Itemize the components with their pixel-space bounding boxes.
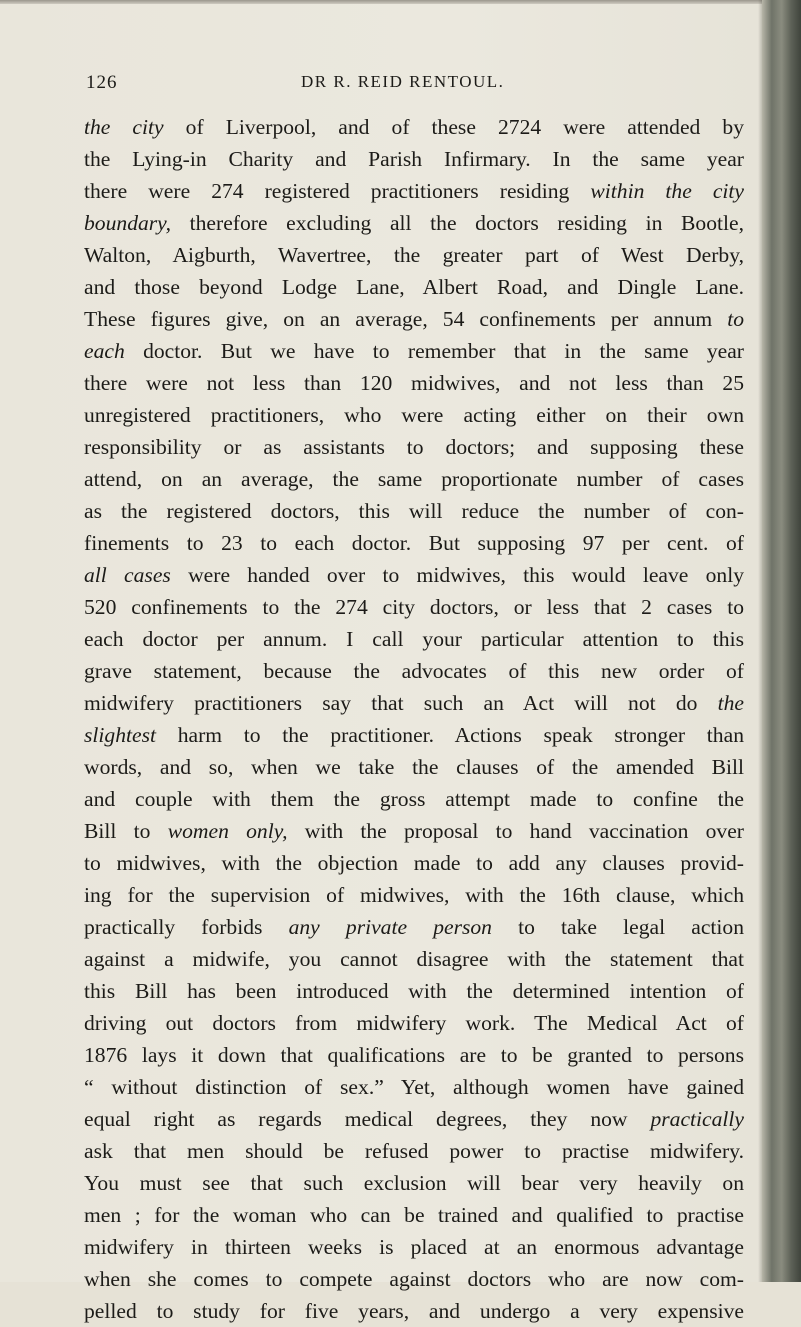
text-run: attend, on an average, the same proportionate number of cases (84, 467, 744, 491)
text-line (84, 207, 744, 239)
text-run: grave statement, because the advocates of this new order of (84, 659, 744, 683)
text-run: Walton, Aigburth, Wavertree, the greater part of West Derby, (84, 243, 744, 267)
text-line (84, 879, 744, 911)
text-line (84, 1071, 744, 1103)
running-title: DR R. REID RENTOUL. (301, 72, 505, 91)
text-line (84, 1231, 744, 1263)
text-line (84, 1263, 744, 1295)
text-run: ing for the supervision of midwives, with the 16th clause, which (84, 883, 744, 907)
text-run: Bill to (84, 819, 168, 843)
text-run: You must see that such exclusion will bear very heavily on (84, 1171, 744, 1195)
text-line (84, 1007, 744, 1039)
text-run: equal right as regards medical degrees, they now (84, 1107, 651, 1131)
text-line (84, 975, 744, 1007)
book-binding-edge (762, 0, 801, 1282)
text-run: midwifery practitioners say that such an Act will not do (84, 691, 718, 715)
text-run: 1876 lays it down that qualifications are to be granted to persons (84, 1043, 744, 1067)
text-run: 520 confinements to the 274 city doctors, or less that 2 cases to (84, 595, 744, 619)
text-run: there were 274 registered practitioners residing (84, 179, 591, 203)
text-line (84, 687, 744, 719)
running-head (86, 72, 746, 102)
italic-text: each (84, 339, 125, 363)
text-line (84, 655, 744, 687)
italic-text: all cases (84, 563, 171, 587)
text-run: the Lying-in Charity and Parish Infirmary. In the same year (84, 147, 744, 171)
italic-text: any private person (288, 915, 492, 939)
text-line (84, 719, 744, 751)
text-line (84, 559, 744, 591)
text-run: practically forbids (84, 915, 289, 939)
text-line (84, 399, 744, 431)
text-line (84, 111, 744, 143)
text-run: ask that men should be refused power to practise midwifery. (84, 1139, 744, 1163)
text-line (84, 239, 744, 271)
text-run: when she comes to compete against doctors who are now com- (84, 1267, 744, 1291)
page-number: 126 (86, 72, 118, 93)
body-text (84, 111, 744, 1327)
italic-text: women only, (167, 819, 288, 843)
italic-text: the city (84, 115, 164, 139)
text-run: as the registered doctors, this will reduce the number of con- (84, 499, 744, 523)
text-run: harm to the practitioner. Actions speak stronger than (155, 723, 744, 747)
text-line (84, 271, 744, 303)
text-line (84, 783, 744, 815)
text-line (84, 623, 744, 655)
text-run: there were not less than 120 midwives, and not less than 25 (84, 371, 744, 395)
text-line (84, 591, 744, 623)
text-line (84, 335, 744, 367)
text-run: to take legal action (491, 915, 745, 939)
text-run: “ without distinction of sex.” Yet, although women have gained (84, 1075, 744, 1099)
text-run: to midwives, with the objection made to add any clauses provid- (84, 851, 744, 875)
text-run: and couple with them the gross attempt made to confine the (84, 787, 744, 811)
text-line (84, 943, 744, 975)
text-line (84, 303, 744, 335)
text-line (84, 1103, 744, 1135)
text-run: each doctor per annum. I call your particular attention to this (84, 627, 744, 651)
text-run: of Liverpool, and of these 2724 were attended by (163, 115, 744, 139)
text-run: men ; for the woman who can be trained and qualified to practise (84, 1203, 744, 1227)
text-line (84, 911, 744, 943)
text-line (84, 1295, 744, 1327)
italic-text: within the city (590, 179, 744, 203)
text-line (84, 431, 744, 463)
italic-text: slightest (84, 723, 156, 747)
text-run: These figures give, on an average, 54 confinements per annum (84, 307, 728, 331)
text-run: responsibility or as assistants to doctors; and supposing these (84, 435, 744, 459)
text-run: with the proposal to hand vaccination over (287, 819, 744, 843)
text-run: driving out doctors from midwifery work. The Medical Act of (84, 1011, 744, 1035)
italic-text: to (727, 307, 744, 331)
text-run: doctor. But we have to remember that in the same year (124, 339, 744, 363)
text-run: this Bill has been introduced with the determined intention of (84, 979, 744, 1003)
text-run: words, and so, when we take the clauses of the amended Bill (84, 755, 744, 779)
text-line (84, 815, 744, 847)
text-run: unregistered practitioners, who were acting either on their own (84, 403, 744, 427)
text-line (84, 751, 744, 783)
italic-text: practically (650, 1107, 744, 1131)
text-line (84, 143, 744, 175)
text-run: against a midwife, you cannot disagree with the statement that (84, 947, 744, 971)
text-run: finements to 23 to each doctor. But supposing 97 per cent. of (84, 531, 744, 555)
italic-text: the (717, 691, 744, 715)
text-line (84, 463, 744, 495)
text-line (84, 495, 744, 527)
text-run: therefore excluding all the doctors residing in Bootle, (170, 211, 744, 235)
page-top-edge (0, 0, 762, 4)
text-line (84, 1167, 744, 1199)
text-line (84, 527, 744, 559)
text-line (84, 175, 744, 207)
text-line (84, 1135, 744, 1167)
text-run: pelled to study for five years, and undergo a very expensive (84, 1299, 744, 1323)
text-line (84, 367, 744, 399)
italic-text: boundary, (84, 211, 171, 235)
text-line (84, 1039, 744, 1071)
text-run: were handed over to midwives, this would leave only (170, 563, 745, 587)
text-run: and those beyond Lodge Lane, Albert Road, and Dingle Lane. (84, 275, 744, 299)
text-line (84, 1199, 744, 1231)
text-run: midwifery in thirteen weeks is placed at an enormous advantage (84, 1235, 744, 1259)
text-line (84, 847, 744, 879)
